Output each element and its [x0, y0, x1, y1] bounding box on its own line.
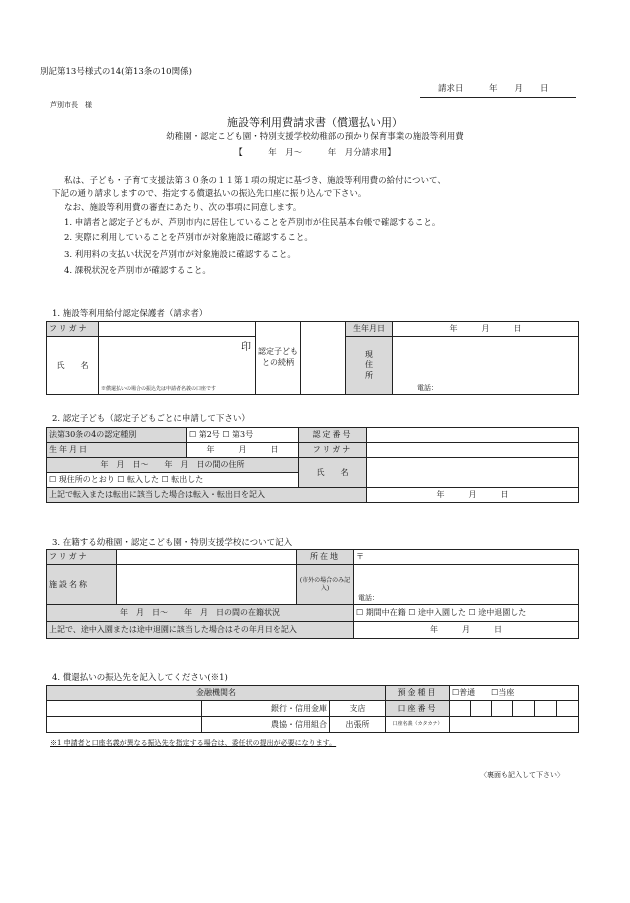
bank-type-1: 銀行・信用金庫 — [202, 701, 330, 717]
branch-type-1: 支店 — [330, 701, 386, 717]
relation-label: 認定子どもとの続柄 — [256, 322, 301, 395]
enrollment-period-label: 年 月 日～ 年 月 日の間の在籍状況 — [47, 605, 354, 622]
bank-note: ※償還払いの場合の振込先は申請者名義の口座です — [101, 385, 217, 392]
guardian-name-label: 氏 名 — [47, 337, 99, 395]
cert-number-label: 認定番号 — [299, 428, 367, 443]
guardian-name-field[interactable] — [99, 337, 256, 395]
intro-paragraph-3: なお、施設等利用費の審査にあたり、次の事項に同意します。 — [64, 203, 302, 213]
consent-item-3: 3. 利用料の支払い状況を芦別市が対象施設に確認すること。 — [64, 250, 296, 260]
claim-period: 【 年 月～ 年 月分請求用】 — [234, 148, 396, 158]
location-label: 所在地 — [297, 550, 354, 565]
seal-mark: 印 — [241, 342, 251, 353]
enrollment-status-options[interactable]: ☐ 期間中在籍 ☐ 途中入園した ☐ 途中退園した — [354, 605, 579, 622]
consent-item-1: 1. 申請者と認定子どもが、芦別市内に居住していることを芦別市が住民基本台帳で確認すること。 — [64, 218, 441, 228]
cert-type-options[interactable]: ☐ 第2号 ☐ 第3号 — [187, 428, 299, 443]
cert-number-field[interactable] — [367, 428, 579, 443]
facility-name-label: 施設名称 — [47, 565, 117, 605]
facility-phone-label: 電話： — [358, 593, 379, 602]
branch-type-2: 出張所 — [330, 717, 386, 733]
form-reference: 別記第13号様式の14(第13条の10関係) — [40, 67, 192, 77]
guardian-address-label: 現住所 — [346, 337, 393, 395]
section-3-heading: 3. 在籍する幼稚園・認定こども園・特別支援学校について記入 — [52, 538, 293, 548]
deposit-type-label: 預金種目 — [386, 686, 450, 701]
bank-name-field[interactable] — [47, 701, 202, 717]
account-digit-1[interactable] — [450, 701, 471, 717]
cert-type-label: 法第30条の4の認定種別 — [47, 428, 187, 443]
deposit-type-options[interactable]: ☐普通 ☐当座 — [450, 686, 579, 701]
guardian-birth-label: 生年月日 — [346, 322, 393, 337]
addressee: 芦別市長 様 — [50, 101, 92, 109]
child-name-label: 氏 名 — [299, 458, 367, 488]
back-side-note: 〈裏面も記入して下さい〉 — [480, 771, 564, 779]
child-name-field[interactable] — [367, 458, 579, 488]
guardian-phone-label: 電話： — [417, 383, 438, 392]
consent-item-2: 2. 実際に利用していることを芦別市が対象施設に確認すること。 — [64, 233, 313, 243]
move-date-note: 上記で転入または転出に該当した場合は転入・転出日を記入 — [47, 488, 367, 503]
form-subtitle: 幼稚園・認定こども園・特別支援学校幼稚部の預かり保育事業の施設等利用費 — [166, 132, 464, 142]
guardian-birth-field[interactable]: 年 月 日 — [393, 322, 579, 337]
bank-table — [46, 685, 579, 733]
footnote: ※1 申請者と口座名義が異なる振込先を指定する場合は、委任状の提出が必要になります。 — [50, 739, 337, 747]
intro-paragraph-1: 私は、子ども・子育て支援法第３０条の１１第１項の規定に基づき、施設等利用費の給付について、 — [64, 176, 446, 186]
account-digit-5[interactable] — [535, 701, 557, 717]
account-holder-label: 口座名義（カタカナ） — [386, 717, 450, 733]
guardian-address-field[interactable] — [393, 337, 579, 395]
child-furigana-label: フリガナ — [299, 443, 367, 458]
form-title: 施設等利用費請求書（償還払い用） — [227, 116, 403, 129]
child-furigana-field[interactable] — [367, 443, 579, 458]
consent-item-4: 4. 課税状況を芦別市が確認すること。 — [64, 266, 211, 276]
facility-address-field[interactable] — [354, 565, 579, 605]
account-digit-4[interactable] — [513, 701, 535, 717]
section-4-heading: 4. 償還払いの振込先を記入してください(※1) — [52, 673, 228, 683]
facility-furigana-label: フリガナ — [47, 550, 117, 565]
mid-term-note: 上記で、途中入園または途中退園に該当した場合はその年月日を記入 — [47, 622, 354, 639]
address-period-label: 年 月 日～ 年 月 日の間の住所 — [47, 458, 299, 473]
location-postal-field[interactable] — [354, 550, 579, 565]
guardian-furigana-label: フリガナ — [47, 322, 99, 337]
facility-furigana-field[interactable] — [117, 550, 297, 565]
bank-type-2: 農協・信用組合 — [202, 717, 330, 733]
account-digit-6[interactable] — [557, 701, 579, 717]
account-digit-2[interactable] — [471, 701, 492, 717]
section-1-heading: 1. 施設等利用給付認定保護者（請求者） — [52, 309, 208, 319]
mid-term-date-field[interactable]: 年 月 日 — [354, 622, 579, 639]
account-number-label: 口座番号 — [386, 701, 450, 717]
relation-field[interactable] — [301, 322, 346, 395]
account-digit-3[interactable] — [492, 701, 513, 717]
section-2-heading: 2. 認定子ども（認定子どもごとに申請して下さい） — [52, 414, 250, 424]
move-date-field[interactable]: 年 月 日 — [367, 488, 579, 503]
address-status-options[interactable]: ☐ 現住所のとおり ☐ 転入した ☐ 転出した — [47, 473, 299, 488]
postal-mark: 〒 — [356, 552, 364, 562]
guardian-table — [46, 321, 579, 395]
facility-table — [46, 549, 579, 639]
intro-paragraph-2: 下記の通り請求しますので、指定する償還払いの振込先口座に振り込んで下さい。 — [52, 189, 367, 199]
bank-name-header: 金融機関名 — [47, 686, 386, 701]
outside-city-note: (市外の場合のみ記入) — [297, 565, 354, 605]
guardian-furigana-field[interactable] — [99, 322, 256, 337]
child-birth-label: 生年月日 — [47, 443, 187, 458]
child-table — [46, 427, 579, 503]
request-date-label: 請求日 年 月 日 — [438, 84, 549, 94]
facility-name-field[interactable] — [117, 565, 297, 605]
account-holder-field[interactable] — [450, 717, 579, 733]
bank-name-field-2[interactable] — [47, 717, 202, 733]
child-birth-field[interactable]: 年 月 日 — [187, 443, 299, 458]
date-underline — [420, 97, 576, 98]
